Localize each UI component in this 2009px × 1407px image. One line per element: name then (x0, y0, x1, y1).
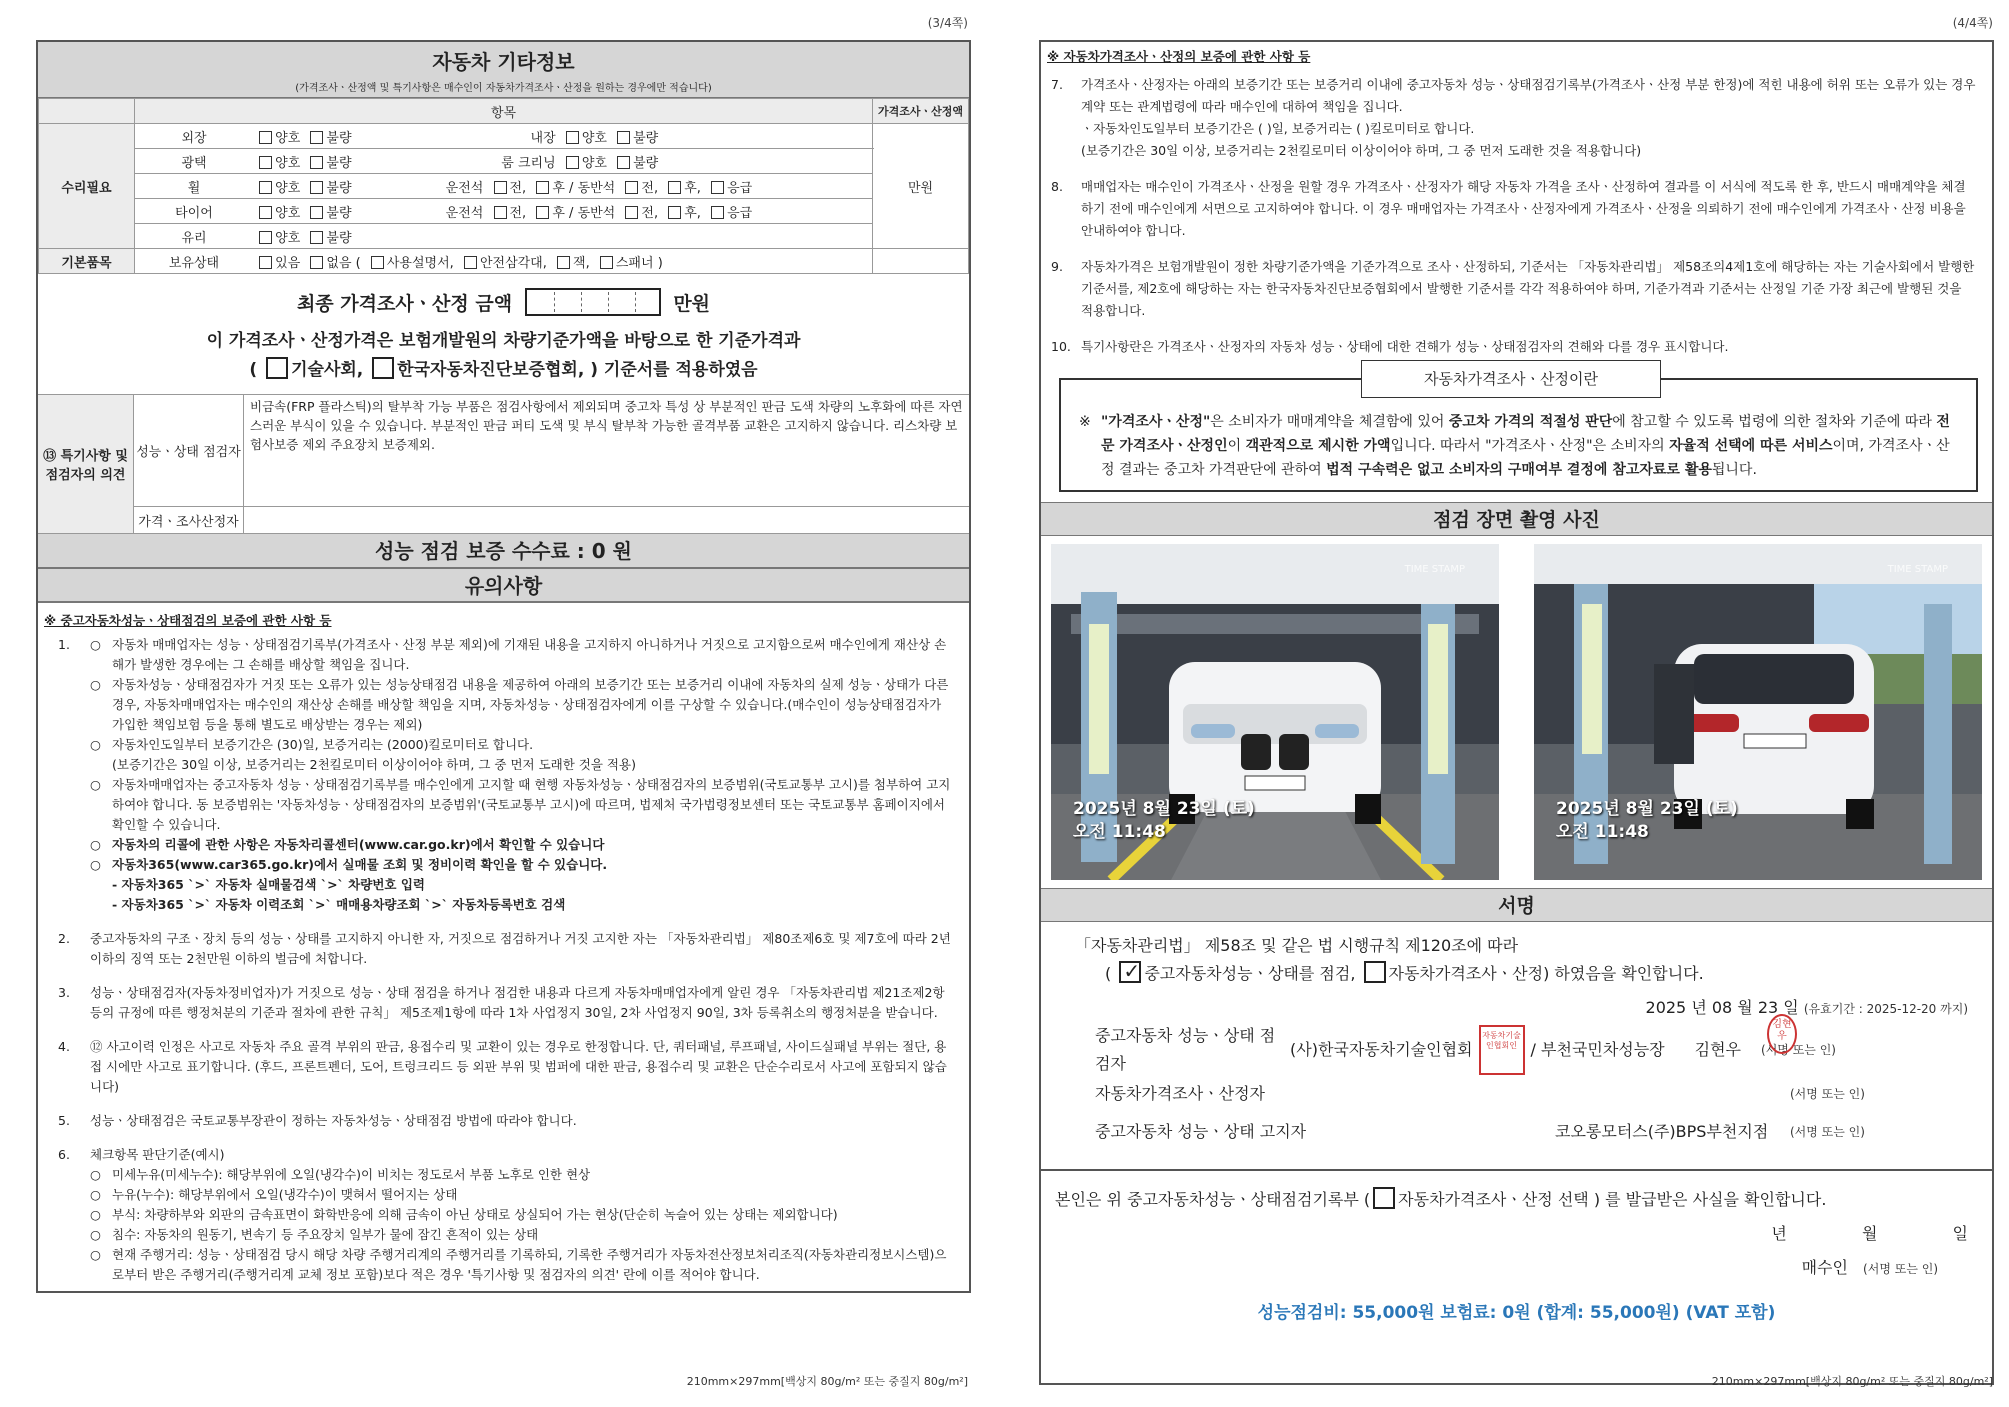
final-price-note: 이 가격조사ㆍ산정가격은 보험개발원의 차량기준가액을 바탕으로 한 기준가격과 (206, 331, 801, 351)
checkbox[interactable] (711, 181, 724, 194)
checkbox-checked[interactable] (1119, 961, 1141, 983)
final-price-label: 최종 가격조사ㆍ산정 금액 (296, 293, 513, 315)
checkbox[interactable] (600, 256, 613, 269)
final-price-standard: ( 기술사회, 한국자동차진단보증협회, ) 기준서를 적용하였음 (38, 355, 969, 380)
checkbox[interactable] (557, 256, 570, 269)
time-stamp-label: TIME STAMP (1404, 564, 1465, 575)
checkbox[interactable] (310, 256, 323, 269)
list-item: 5. 성능ㆍ상태점검은 국토교통부장관이 정하는 자동차성능ㆍ상태점검 방법에 따라야 합니다. (58, 1113, 577, 1128)
checkbox[interactable] (536, 206, 549, 219)
repair-label: 수리필요 (39, 124, 135, 249)
sign-date: 2025 년 08 월 23 일 (1645, 998, 1799, 1017)
row-gloss: 광택 양호 불량 룸 크리닝 양호 불량 (135, 149, 873, 174)
buyer-label: 매수인 (1801, 1258, 1848, 1277)
notes-head: ※ 자동차가격조사ㆍ산정의 보증에 관한 사항 등 (1047, 49, 1311, 64)
final-price-input[interactable] (525, 288, 661, 316)
checkbox[interactable] (371, 256, 384, 269)
checkbox[interactable] (566, 156, 579, 169)
other-info-form (36, 40, 971, 1293)
time-stamp-label: TIME STAMP (1887, 564, 1948, 575)
check-icon: ✓ (1123, 959, 1141, 983)
definition-title: 자동차가격조사ㆍ산정이란 (1361, 360, 1661, 398)
sign-bar: 서명 (1041, 888, 1992, 922)
page-number: (4/4쪽) (1952, 16, 1993, 30)
validity: (유효기간 : 2025-12-20 까지) (1803, 1002, 1968, 1016)
section-title-bar (38, 42, 969, 98)
checkbox[interactable] (310, 206, 323, 219)
law-reference: 「자동차관리법」 제58조 및 같은 법 시행규칙 제120조에 따라 (1075, 936, 1519, 955)
page-4 (1025, 0, 2005, 1407)
col-item: 항목 (135, 99, 873, 124)
list-item: 7. 가격조사ㆍ산정자는 아래의 보증기간 또는 보증거리 이내에 중고자동차 성능ㆍ상태점검기록부(가격조사ㆍ산정 부분 한정)에 적힌 내용에 허위 또는 오류가 있는 경우 계약 또는 관계법령에 따라 매수인에 대하여 책임을 집니다. ㆍ자동차인도일부터 보증기간은 ( )일, 보증거리는 ( )킬로미터로 합니다. (보증기간은 30일 이상, 보증거리는 2천킬로미터 이상이어야 하며, 그 중 먼저 도래한 것을 적용합니다) (1051, 77, 1976, 158)
basic-label: 기본품목 (39, 249, 135, 274)
checkbox[interactable] (494, 181, 507, 194)
appraiser-row: 자동차가격조사ㆍ산정자 (서명 또는 인) (1095, 1084, 1865, 1103)
checkbox[interactable] (310, 156, 323, 169)
checkbox[interactable] (310, 181, 323, 194)
personal-seal: 김현우 (1767, 1014, 1797, 1054)
special-notes-head: ⑬ 특기사항 및 점검자의 의견 (38, 395, 134, 533)
list-item: 9. 자동차가격은 보험개발원이 정한 차량기준가액을 기준가격으로 조사ㆍ산정하되, 기준서는 「자동차관리법」 제58조의4제1호에 해당하는 자는 기술사회에서 발행한 기준서를, 제2호에 해당하는 자는 한국자동차진단보증협회에서 발행한 기준서를 각각 적용하여야 하며, 기준가격과 기준서는 산정일 기준 가장 최근에 발행된 것을 적용합니다. (1051, 259, 1975, 318)
checkbox[interactable] (625, 206, 638, 219)
list-item: 8. 매매업자는 매수인이 가격조사ㆍ산정을 원할 경우 가격조사ㆍ산정자가 해당 자동차 가격을 조사ㆍ산정하여 결과를 이 서식에 적도록 한 후, 반드시 매매계약을 체결하기 전에 매수인에게 서면으로 고지하여야 합니다. 이 경우 매매업자는 가격조사ㆍ산정자에게 가격조사ㆍ산정을 의뢰하기 전에 매수인에게 가격조사ㆍ산정 비용을 안내하여야 합니다. (1051, 179, 1966, 238)
checkbox[interactable] (310, 231, 323, 244)
list-item: 10. 특기사항란은 가격조사ㆍ산정자의 자동차 성능ㆍ상태에 대한 견해가 성능ㆍ상태점검자의 견해와 다를 경우 표시합니다. (1051, 339, 1729, 354)
page-footer: 210mm×297mm[백상지 80g/m² 또는 중질지 80g/m²] (1711, 1375, 1993, 1388)
row-tire: 타이어 양호 불량 운전석 전, 후 / 동반석 전, 후, 응급 (135, 199, 873, 224)
checkbox[interactable] (266, 357, 288, 379)
checkbox[interactable] (617, 156, 630, 169)
checkbox[interactable] (259, 206, 272, 219)
fee-bar: 성능 점검 보증 수수료 : 0 원 (38, 534, 969, 568)
notes-head: ※ 중고자동차성능ㆍ상태점검의 보증에 관한 사항 등 (38, 602, 969, 633)
checkbox[interactable] (494, 206, 507, 219)
photo-date: 2025년 8월 23일 (토) 오전 11:48 (1556, 799, 1738, 842)
row-wheel: 휠 양호 불량 운전석 전, 후 / 동반석 전, 후, 응급 (135, 174, 873, 199)
checkbox[interactable] (372, 357, 394, 379)
page-3 (0, 0, 980, 1407)
checkbox[interactable] (668, 206, 681, 219)
appraisal-form (1039, 40, 1994, 1385)
checkbox[interactable] (259, 231, 272, 244)
checkbox[interactable] (1373, 1187, 1395, 1209)
checkbox[interactable] (259, 156, 272, 169)
checkbox[interactable] (566, 131, 579, 144)
checkbox[interactable] (536, 181, 549, 194)
col-price: 가격조사ㆍ산정액 (873, 99, 969, 124)
row-basic: 보유상태 있음 없음 ( 사용설명서, 안전삼각대, 잭, 스패너 ) (135, 249, 873, 274)
checkbox[interactable] (617, 131, 630, 144)
special-notes (38, 395, 969, 534)
list-item: 6. 체크항목 판단기준(예시) ○ 미세누유(미세누수): 해당부위에 오일(냉각수)이 비치는 정도로서 부품 노후로 인한 현상 ○ 누유(누수): 해당부위에서 오일(냉각수)이 맺혀서 떨어지는 상태 ○ 부식: 차량하부와 외판의 금속표면이 화학반응에 의해 금속이 아닌 상태로 상실되어 가는 현상(단순히 녹슬어 있는 상태는 제외합니다) ○ 침수: 자동차의 원동기, 변속기 등 주요장치 일부가 물에 잠긴 흔적이 있는 상태 ○ 현재 주행거리: 성능ㆍ상태점검 당시 해당 차량 주행거리계의 주행거리를 기록하되, 기록한 주행거리가 자동차전산정보처리조직(자동차관리정보시스템)으로부터 받은 주행거리(주행거리계 교체 정보 포함)보다 적은 경우 '특기사항 및 점검자의 의견' 란에 이를 적어야 합니다. (58, 1147, 947, 1282)
list-item: 2. 중고자동차의 구조ㆍ장치 등의 성능ㆍ상태를 고지하지 아니한 자, 거짓으로 점검하거나 거짓 고지한 자는 「자동차관리법」 제80조제6호 및 제7호에 따라 2년 이하의 징역 또는 2천만원 이하의 벌금에 처합니다. (58, 931, 951, 966)
inspector-row: 중고자동차 성능ㆍ상태 점검자 (사)한국자동차기술인협회 자동차기술인협회인 / 부천국민차성능장 김현우 (서명 또는 인) 김현우 (1055, 1025, 1978, 1075)
checkbox[interactable] (464, 256, 477, 269)
row-exterior: 외장 양호 불량 내장 양호 불량 (135, 124, 873, 149)
checkbox[interactable] (711, 206, 724, 219)
repair-table (38, 98, 969, 274)
caution-bar: 유의사항 (38, 568, 969, 602)
notes-list (38, 635, 969, 1291)
appraiser-opinion (244, 507, 969, 533)
inspector-label: 성능ㆍ상태 점검자 (134, 395, 244, 506)
list-item: 3. 성능ㆍ상태점검자(자동차정비업자)가 거짓으로 성능ㆍ상태 점검을 하거나 점검한 내용과 다르게 자동차매매업자에게 알린 경우 「자동차관리법 제21조제2항 등의 규정에 따른 행정처분의 기준과 절차에 관한 규칙」 제5조제1항에 따라 1차 사업정지 30일, 2차 사업정지 90일, 3차 등록취소의 행정처분을 받습니다. (58, 985, 945, 1020)
list-item: 4. ⑫ 사고이력 인정은 사고로 자동차 주요 골격 부위의 판금, 용접수리 및 교환이 있는 경우로 한정합니다. 단, 쿼터패널, 루프패널, 사이드실패널 부위는 절단, 용접 시에만 사고로 표기합니다. (후드, 프론트펜더, 도어, 트렁크리드 등 외판 부위 및 범퍼에 대한 판금, 용접수리 및 교환은 단순수리로서 사고에 포함되지 않습니다) (58, 1039, 947, 1094)
inspection-photo-rear (1534, 544, 1982, 880)
checkbox[interactable] (259, 131, 272, 144)
notes-list (1041, 70, 1992, 358)
photo-date: 2025년 8월 23일 (토) 오전 11:48 (1073, 799, 1255, 842)
association-seal: 자동차기술인협회인 (1479, 1025, 1525, 1075)
checkbox[interactable] (625, 181, 638, 194)
final-price (38, 274, 969, 395)
checkbox[interactable] (1364, 961, 1386, 983)
page-number: (3/4쪽) (927, 16, 968, 30)
signature-section (1041, 922, 1992, 1161)
inspector-opinion: 비금속(FRP 플라스틱)의 탈부착 가능 부품은 점검사항에서 제외되며 중고차 특성 상 부분적인 판금 도색 차량의 노후화에 따른 자연스러운 부식이 있을 수 있습니다. 부분적인 판금 퍼티 도색 및 부식 탈부착 가능한 골격부품 교환은 고지하지 않습니다. 리스차량 보험사보증 제외 주요장치 보증제외. (250, 399, 963, 452)
inspection-photo-front (1051, 544, 1499, 880)
page-footer: 210mm×297mm[백상지 80g/m² 또는 중질지 80g/m²] (686, 1375, 968, 1388)
notifier-row: 중고자동차 성능ㆍ상태 고지자 코오롱모터스(주)BPS부천지점 (서명 또는 인) (1095, 1122, 1865, 1141)
definition-box: 자동차가격조사ㆍ산정이란 ※ "가격조사ㆍ산정"은 소비자가 매매계약을 체결함에 있어 중고차 가격의 적절성 판단에 참고할 수 있도록 법령에 의한 절차와 기준에 따라 전문 가격조사ㆍ산정인이 객관적으로 제시한 가액입니다. 따라서 "가격조사ㆍ산정"은 소비자의 자율적 선택에 따른 서비스이며, 가격조사ㆍ산정 결과는 중고차 가격판단에 관하여 법적 구속력은 없고 소비자의 구매여부 결정에 참고자료로 활용됩니다. (1059, 378, 1978, 492)
appraiser-label: 가격ㆍ조사산정자 (134, 507, 244, 533)
cost-summary: 성능점검비: 55,000원 보험료: 0원 (합계: 55,000원) (VAT 포함) (1257, 1303, 1776, 1323)
section-subtitle: (가격조사ㆍ산정액 및 특기사항은 매수인이 자동차가격조사ㆍ산정을 원하는 경우에만 적습니다) (295, 83, 712, 94)
section-title: 자동차 기타정보 (432, 50, 575, 74)
photo-bar: 점검 장면 촬영 사진 (1041, 502, 1992, 536)
checkbox[interactable] (259, 256, 272, 269)
check-line: ( ✓ 중고자동차성능ㆍ상태를 점검, 자동차가격조사ㆍ산정) 하였음을 확인합니다. (1105, 959, 1704, 983)
checkbox[interactable] (668, 181, 681, 194)
final-price-unit: 만원 (673, 293, 711, 315)
checkbox[interactable] (310, 131, 323, 144)
list-item: 1. ○ 자동차 매매업자는 성능ㆍ상태점검기록부(가격조사ㆍ산정 부분 제외)에 기재된 내용을 고지하지 아니하거나 거짓으로 고지함으로써 매수인에게 재산상 손해가 발생한 경우에는 그 손해를 배상할 책임을 집니다. ○ 자동차성능ㆍ상태점검자가 거짓 또는 오류가 있는 성능상태점검 내용을 제공하여 아래의 보증기간 또는 보증거리 이내에 자동차의 실제 성능ㆍ상태가 다른 경우, 자동차매매업자는 매수인의 재산상 손해를 배상할 책임을 지며, 자동차성능ㆍ상태점검자에게 이를 구상할 수 있습니다.(매수인이 성능상태점검자가 가입한 책임보험 등을 통해 별도로 배상받는 경우는 제외) ○ 자동차인도일부터 보증기간은 (30)일, 보증거리는 (2000)킬로미터로 합니다. (보증기간은 30일 이상, 보증거리는 2천킬로미터 이상이어야 하며, 그 중 먼저 도래한 것을 적용) ○ 자동차매매업자는 중고자동차 성능ㆍ상태점검기록부를 매수인에게 고지할 때 현행 자동차성능ㆍ상태점검자의 보증범위(국토교통부 고시)를 첨부하여 고지하여야 합니다. 동 보증범위는 '자동차성능ㆍ상태점검자의 보증범위'(국토교통부 고시)에 따르며, 법제처 국가법령정보센터 또는 국토교통부 홈페이지에서 확인할 수 있습니다. ○ 자동차의 리콜에 관한 사항은 자동차리콜센터(www.car.go.kr)에서 확인할 수 있습니다 ○ 자동차365(www.car365.go.kr)에서 실매물 조회 및 정비이력 확인을 할 수 있습니다. - 자동차365 `>` 자동차 실매물검색 `>` 차량번호 입력 - 자동차365 `>` 자동차 이력조회 `>` 매매용차량조회 `>` 자동차등록번호 검색 (58, 637, 951, 912)
row-glass: 유리 양호 불량 (135, 224, 873, 249)
checkbox[interactable] (259, 181, 272, 194)
price-unit: 만원 (873, 124, 969, 249)
inspection-photos (1041, 536, 1992, 888)
inspector-name: 김현우 (1694, 1040, 1742, 1059)
buyer-confirmation: 본인은 위 중고자동차성능ㆍ상태점검기록부 ( 자동차가격조사ㆍ산정 선택 ) 를 발급받은 사실을 확인합니다. 년 월 일 매수인 (서명 또는 인) 성능점검비: 55,000원 보험료: 0원 (합계: 55,000원) (VAT 포함) (1041, 1169, 1992, 1342)
